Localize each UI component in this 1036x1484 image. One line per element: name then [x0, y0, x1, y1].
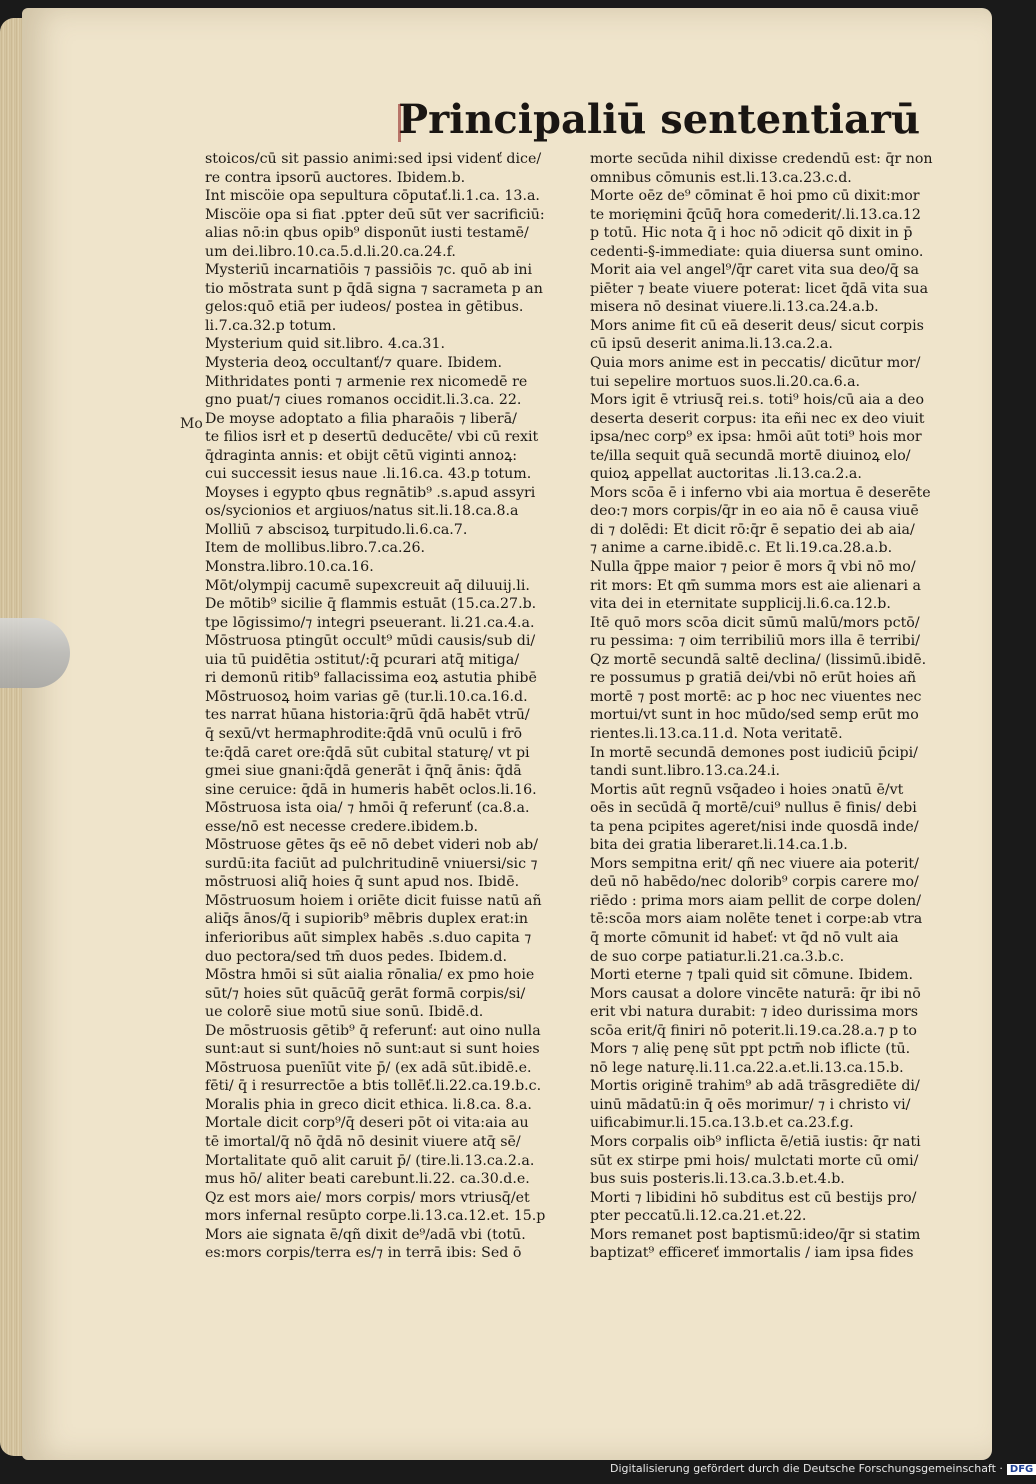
text-line: Morti eterne ⁊ tpali quid sit cōmune. Ibidem. [590, 967, 913, 984]
text-line: Monstra.libro.10.ca.16. [205, 559, 374, 576]
text-line: Mysteriū incarnatiōis ⁊ passiōis ⁊c. quō ab ini [205, 262, 533, 279]
text-line: In mortē secundā demones post iudiciū p̄cipi/ [590, 744, 918, 761]
text-line: sunt:aut si sunt/hoies nō sunt:aut si sunt hoies [205, 1041, 540, 1058]
text-line: te:q̄dā caret ore:q̄dā sūt cubital staturę/ vt pi [205, 744, 530, 761]
text-line: Mōstruosa puenīūt vite p̄/ (ex adā sūt.ibidē.e. [205, 1059, 532, 1076]
text-line: mus hō/ aliter beati carebunt.li.22. ca.30.d.e. [205, 1171, 530, 1188]
text-line: erit vbi natura durabit: ⁊ ideo durissima mors [590, 1004, 919, 1021]
text-line: sine ceruice: q̄dā in humeris habēt oclos.li.16. [205, 781, 537, 798]
text-line: cedenti-§-immediate: quia diuersa sunt omino. [590, 243, 924, 260]
text-line: te morięmini q̄cūq̄ hora comederit/.li.13.ca.12 [590, 206, 921, 223]
text-line: p totū. Hic nota q̄ i hoc nō ɔdicit qō dixit in p̄ [590, 225, 913, 242]
text-line: morte secūda nihil dixisse credendū est: q̄r non [590, 151, 933, 167]
text-line: Qz est mors aie/ mors corpis/ mors vtriusq̄/et [205, 1189, 530, 1206]
text-line: Molliū ⁊ abscisoꝝ turpitudo.li.6.ca.7. [205, 521, 468, 538]
text-line: Quia mors anime est in peccatis/ dicūtur mor/ [590, 355, 921, 372]
text-line: ta pena pcipites ageret/nisi inde quosdā inde/ [590, 818, 919, 835]
text-line: sūt ex stirpe pmi hois/ mulctati morte cū omi/ [590, 1152, 919, 1169]
text-line: de suo corpe patiatur.li.21.ca.3.b.c. [590, 948, 845, 965]
text-line: sūt/⁊ hoies sūt quācūq̄ gerāt formā corpis/si/ [205, 985, 526, 1002]
text-line: piēter ⁊ beate viuere poterat: licet q̄dā vita sua [590, 280, 929, 297]
text-line: Mysterium quid sit.libro. 4.ca.31. [205, 336, 445, 353]
text-line: pter peccatū.li.12.ca.21.et.22. [590, 1208, 807, 1225]
text-line: ru pessima: ⁊ oim terribiliū mors illa ē terribi/ [590, 633, 921, 650]
text-line: tpe lōgissimo/⁊ integri pseuerant. li.21.ca.4.a. [205, 614, 535, 631]
text-line: re contra ipsorū auctores. Ibidem.b. [205, 169, 466, 186]
text-line: ue colorē siue motū siue sonū. Ibidē.d. [205, 1004, 484, 1021]
text-line: Qz mortē secundā saltē declina/ (lissimū.ibidē. [590, 651, 927, 668]
text-line: alias nō:in qbus opib⁹ disponūt iusti testamē/ [205, 225, 529, 242]
text-line: Itē quō mors scōa dicit sūmū malū/mors pctō/ [590, 614, 920, 631]
text-line: q̄ morte cōmunit id habeť: vt q̄d nō vult aia [590, 929, 899, 946]
text-line: misera nō desinat viuere.li.13.ca.24.a.b. [590, 299, 879, 316]
text-line: ⁊ anime a carne.ibidē.c. Et li.19.ca.28.a.b. [590, 540, 893, 557]
text-line: baptizat⁹ efficereť immortalis / iam ipsa fides [590, 1245, 914, 1262]
text-line: Mors remanet post baptismū:ideo/q̄r si statim [590, 1226, 921, 1243]
text-line: De moyse adoptato a filia pharaōis ⁊ liberā/ [205, 410, 517, 427]
text-line: Mors sempitna erit/ qñ nec viuere aia poterit/ [590, 855, 919, 872]
text-line: um dei.libro.10.ca.5.d.li.20.ca.24.f. [205, 243, 456, 260]
text-line: ipsa/nec corp⁹ ex ipsa: hmōi aūt toti⁹ hois mor [590, 429, 922, 446]
text-line: tui sepelire mortuos suos.li.20.ca.6.a. [590, 373, 861, 390]
text-line: bita dei gratia liberaret.li.14.ca.1.b. [590, 837, 848, 854]
text-line: nō lege naturę.li.11.ca.22.a.et.li.13.ca.15.b. [590, 1059, 904, 1076]
text-line: Mōstruosa ptingūt occult⁹ mūdi causis/sub di/ [205, 633, 536, 650]
text-line: Item de mollibus.libro.7.ca.26. [205, 540, 426, 557]
text-line: tē imortal/q̄ nō q̄dā nō desinit viuere atq̄ sē/ [205, 1133, 521, 1150]
text-line: De mōtib⁹ sicilie q̄ flammis estuāt (15.ca.27.b. [205, 596, 537, 613]
text-line: stoicos/cū sit passio animi:sed ipsi videnť dice/ [205, 151, 542, 167]
text-line: re possumus p gratiā dei/vbi nō erūt hoies añ [590, 670, 917, 687]
text-line: Mōstruosa ista oia/ ⁊ hmōi q̄ referunť (ca.8.a. [205, 800, 530, 817]
text-line: Mors anime fit cū eā deserit deus/ sicut corpis [590, 317, 924, 334]
text-line: di ⁊ dolēdi: Et dicit rō:q̄r ē sepatio dei ab aia/ [590, 521, 915, 538]
text-line: De mōstruosis gētib⁹ q̄ referunť: aut oino nulla [205, 1022, 541, 1039]
text-line: ri demonū ritib⁹ fallacissima eoꝝ astutia phibē [205, 670, 537, 687]
text-line: esse/nō est necesse credere.ibidem.b. [205, 818, 479, 835]
text-line: Mortalitate quō alit caruit p̄/ (tire.li.13.ca.2.a. [205, 1152, 535, 1169]
text-line: omnibus cōmunis est.li.13.ca.23.c.d. [590, 169, 852, 186]
text-line: Moralis phia in greco dicit ethica. li.8.ca. 8.a. [205, 1096, 532, 1113]
text-line: li.7.ca.32.p totum. [205, 317, 337, 334]
text-line: deo:⁊ mors corpis/q̄r in eo aia nō ē causa viuē [590, 503, 919, 520]
text-line: Mors aie signata ē/qñ dixit de⁹/adā vbi (totū. [205, 1226, 526, 1243]
text-line: Nulla q̄ppe maior ⁊ peior ē mors q̄ vbi nō mo/ [590, 559, 916, 576]
text-line: Int miscöie opa sepultura cōputať.li.1.ca. 13.a. [205, 188, 540, 205]
text-line: Morti ⁊ libidini hō subditus est cū bestijs pro/ [590, 1189, 917, 1206]
dfg-logo: DFG [1007, 1464, 1036, 1475]
text-line: vita dei in eternitate supplicij.li.6.ca.12.b. [590, 596, 891, 613]
text-line: rit mors: Et qm̄ summa mors est aie alienari a [590, 577, 921, 594]
text-line: tandi sunt.libro.13.ca.24.i. [590, 763, 781, 780]
text-line: mors infernal resūpto corpe.li.13.ca.12.et. 15.p [205, 1208, 546, 1225]
text-line: os/sycionios et argiuos/natus sit.li.18.ca.8.a [205, 503, 519, 520]
text-line: quioꝝ appellat auctoritas .li.13.ca.2.a. [590, 466, 862, 483]
text-line: Mortale dicit corp⁹/q̄ deseri pōt oi vita:aia au [205, 1115, 529, 1132]
text-line: mortui/vt sunt in hoc mūdo/sed semp erūt mo [590, 707, 919, 724]
text-line: Mithridates ponti ⁊ armenie rex nicomedē re [205, 373, 528, 390]
text-line: mortē ⁊ post mortē: ac p hoc nec viuentes nec [590, 688, 922, 705]
text-line: Moyses i egypto qbus regnātib⁹ .s.apud assyri [205, 484, 536, 501]
text-line: Mōt/olympij cacumē supexcreuit aq̄ diluuij.li. [205, 577, 530, 594]
text-line: q̄ sexū/vt hermaphrodite:q̄dā vnū oculū i frō [205, 725, 523, 742]
footer-credit: Digitalisierung gefördert durch die Deutsche Forschungsgemeinschaft · [610, 1462, 1003, 1475]
text-line: scōa erit/q̄ finiri nō poterit.li.19.ca.28.a.⁊ p to [590, 1022, 917, 1039]
text-line: Mors ⁊ alię penę sūt ppt pctm̄ nob iflicte (tū. [590, 1041, 911, 1058]
text-line: deū nō habēdo/nec dolorib⁹ corpis carere mo/ [590, 874, 919, 891]
text-line: Mors causat a dolore vincēte naturā: q̄r ibi nō [590, 985, 921, 1002]
text-line: Mōstruosum hoiem i oriēte dicit fuisse natū añ [205, 892, 542, 909]
text-line: tē:scōa mors aiam nolēte tenet i corpe:ab vtra [590, 911, 923, 928]
text-line: cui successit iesus naue .li.16.ca. 43.p totum. [205, 466, 532, 483]
text-line: gelos:quō etiā per iudeos/ postea in gētibus. [205, 299, 524, 316]
text-line: Morit aia vel angel⁹/q̄r caret vita sua deo/q̄ sa [590, 262, 920, 279]
text-line: Mors corpalis oib⁹ inflicta ē/etiā iustis: q̄r nati [590, 1133, 921, 1150]
text-line: uia tū puidētia ɔstitut/:q̄ pcurari atq̄ mitiga/ [205, 651, 520, 668]
text-line: tio mōstrata sunt p q̄dā signa ⁊ sacrameta p an [205, 280, 543, 297]
text-line: gmei siue gnani:q̄dā generāt i q̄nq̄ ānis: q̄dā [205, 763, 522, 780]
text-line: q̄draginta annis: et obijt cētū viginti annoꝝ: [205, 447, 518, 464]
right-text-column [590, 150, 935, 1263]
text-line: te filios isrł et p desertū deducēte/ vbi cū rexit [205, 429, 539, 446]
left-text-column [205, 150, 580, 1263]
margin-note: Mo [180, 416, 203, 432]
text-line: deserta deserit corpus: ita eñi nec ex deo viuit [590, 410, 925, 427]
text-line: riēdo : prima mors aiam pellit de corpe dolen/ [590, 892, 921, 909]
text-line: fēti/ q̄ i resurrectōe a btis tollēť.li.22.ca.19.b.c. [205, 1078, 542, 1095]
text-line: Mōstra hmōi si sūt aialia rōnalia/ ex pmo hoie [205, 967, 535, 984]
text-line: Mors igit ē vtriusq̄ rei.s. toti⁹ hois/cū aia a deo [590, 392, 924, 409]
text-line: es:mors corpis/terra es/⁊ in terrā ibis: Sed ō [205, 1245, 522, 1262]
text-line: Mortis originē trahim⁹ ab adā trāsgrediēte di/ [590, 1078, 920, 1095]
running-header: Principaliū sententiarū [398, 92, 793, 148]
text-line: cū ipsū deserit anima.li.13.ca.2.a. [590, 336, 833, 353]
text-line: gno puat/⁊ ciues romanos occidit.li.3.ca. 22. [205, 392, 522, 409]
text-line: bus suis posteris.li.13.ca.3.b.et.4.b. [590, 1171, 845, 1188]
text-line: Morte oēz de⁹ cōminat ē hoi pmo cū dixit:mor [590, 188, 920, 205]
text-line: tes narrat hūana historia:q̄rū q̄dā habēt vtrū/ [205, 707, 530, 724]
text-line: Mysteria deoꝝ occultanť/⁊ quare. Ibidem. [205, 355, 502, 372]
page-clip-icon [0, 618, 70, 688]
text-line: te/illa sequit quā secundā mortē diuinoꝝ elo/ [590, 447, 911, 464]
digitization-footer [610, 1462, 1036, 1480]
text-line: aliq̄s ānos/q̄ i supiorib⁹ mēbris duplex erat:in [205, 911, 529, 928]
text-line: oēs in secūdā q̄ mortē/cui⁹ nullus ē finis/ debi [590, 800, 917, 817]
text-line: rientes.li.13.ca.11.d. Nota veritatē. [590, 725, 843, 742]
text-line: surdū:ita faciūt ad pulchritudinē vniuersi/sic ⁊ [205, 855, 538, 872]
text-line: Mortis aūt regnū vsq̄adeo i hoies ɔnatū ē/vt [590, 781, 904, 798]
text-line: inferioribus aūt simplex habēs .s.duo capita ⁊ [205, 929, 532, 946]
text-line: duo pectora/sed tm̄ duos pedes. Ibidem.d. [205, 948, 507, 965]
text-line: mōstruosi aliq̄ hoies q̄ sunt apud nos. Ibidē. [205, 874, 520, 891]
text-line: uinū mādatū:in q̄ oēs morimur/ ⁊ i christo vi/ [590, 1096, 911, 1113]
text-line: Mōstruosoꝝ hoim varias gē (tur.li.10.ca.16.d. [205, 688, 528, 705]
text-line: uificabimur.li.15.ca.13.b.et ca.23.f.g. [590, 1115, 854, 1132]
text-line: Miscöie opa si fiat .ppter deū sūt ver sacrificiū: [205, 206, 545, 223]
text-line: Mors scōa ē i inferno vbi aia mortua ē deserēte [590, 484, 931, 501]
text-line: Mōstruose gētes q̄s eē nō debet videri nob ab/ [205, 837, 539, 854]
